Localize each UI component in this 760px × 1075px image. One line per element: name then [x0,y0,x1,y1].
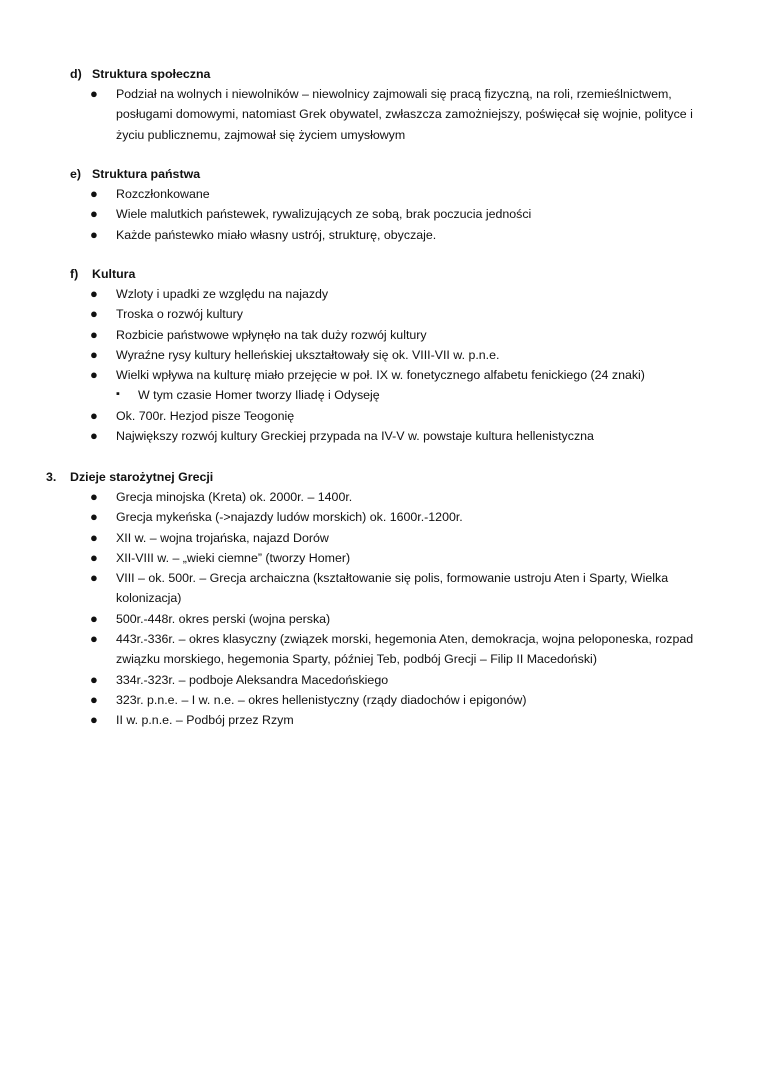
section-struktura-panstwa [0,164,760,245]
bullet-icon: ● [90,489,98,504]
sub-list-item-text: W tym czasie Homer tworzy Iliadę i Odyseję [138,388,380,403]
list-item-text: II w. p.n.e. – Podbój przez Rzym [116,713,294,728]
list-item-text: Ok. 700r. Hezjod pisze Teogonię [116,408,295,423]
bullet-icon: ● [90,306,98,322]
section-title: Dzieje starożytnej Grecji [70,470,214,484]
list-item-text: 443r.-336r. – okres klasyczny (związek morski, hegemonia Aten, demokracja, wojna peloponeska, rozpad związku morskiego, hegemonia Sparty, później Teb, podbój Grecji – Filip II Macedoński) [116,632,694,667]
section-marker: f) [70,267,79,281]
section-title: Struktura państwa [92,167,201,181]
list-item [0,184,760,204]
section-dzieje-starozytnej-grecji [0,467,760,731]
list-item [0,406,760,426]
list-item [0,710,760,730]
list-item [0,690,760,710]
bullet-icon: ● [90,186,98,201]
list-item-text: XII-VIII w. – „wieki ciemne” (tworzy Homer) [116,550,351,565]
bullet-icon: ● [90,712,98,728]
list-item [0,304,760,324]
bullet-icon: ● [90,570,98,586]
section-title: Struktura społeczna [92,67,211,81]
list-item [0,548,760,568]
sub-bullet-list [0,385,760,405]
sub-list-item [0,385,760,405]
list-item [0,487,760,507]
list-item-text: Rozczłonkowane [116,187,210,201]
list-item-text: Wielki wpływa na kulturę miało przejęcie w poł. IX w. fonetycznego alfabetu fenickiego (24 znaki) [116,368,645,383]
section-heading [0,264,760,284]
bullet-icon: ● [90,631,98,647]
list-item [0,426,760,446]
list-item-text: Największy rozwój kultury Greckiej przypada na IV-V w. powstaje kultura hellenistyczna [116,429,594,444]
section-marker: e) [70,167,82,181]
list-item [0,609,760,629]
list-item-text: Wzloty i upadki ze względu na najazdy [116,287,329,301]
bullet-icon: ● [90,367,98,383]
list-item [0,284,760,304]
list-item-text: 334r.-323r. – podboje Aleksandra Macedońskiego [116,672,389,687]
bullet-list [0,84,760,145]
bullet-icon: ● [90,346,98,362]
bullet-icon: ● [90,509,98,525]
bullet-list-continued [0,406,760,447]
list-item [0,568,760,609]
list-item-text: 323r. p.n.e. – I w. n.e. – okres hellenistyczny (rządy diadochów i epigonów) [116,692,527,707]
list-item-text: Wyraźne rysy kultury helleńskiej ukształtowały się ok. VIII-VII w. p.n.e. [116,347,500,362]
bullet-icon: ● [90,286,98,301]
bullet-icon: ● [90,86,98,101]
list-item-text: 500r.-448r. okres perski (wojna perska) [116,611,331,626]
bullet-list [0,184,760,245]
list-item [0,365,760,385]
list-item-text: Podział na wolnych i niewolników – niewolnicy zajmowali się pracą fizyczną, na roli, rzemieślnictwem, posługami domowymi, natomiast Grek obywatel, zwłaszcza zamożniejszy, poświęcał się wojnie, polityce i życiu publicznemu, zajmował się życiem umysłowym [116,87,693,142]
list-item [0,528,760,548]
bullet-icon: ● [90,428,98,444]
section-heading [0,164,760,184]
list-item-text: Grecja minojska (Kreta) ok. 2000r. – 1400r. [116,490,353,504]
section-heading [0,467,760,487]
bullet-icon: ● [90,610,98,626]
bullet-icon: ● [90,529,98,545]
list-item [0,225,760,245]
bullet-icon: ● [90,691,98,707]
bullet-icon: ● [90,326,98,342]
square-bullet-icon: ▪ [116,388,120,401]
section-marker: 3. [46,470,57,484]
list-item [0,629,760,670]
list-item [0,507,760,527]
section-kultura [0,264,760,446]
list-item-text: VIII – ok. 500r. – Grecja archaiczna (kształtowanie się polis, formowanie ustroju Aten i Sparty, Wielka kolonizacja) [116,571,669,606]
bullet-icon: ● [90,549,98,565]
list-item [0,84,760,145]
list-item-text: Wiele malutkich państewek, rywalizujących ze sobą, brak poczucia jedności [116,207,532,222]
list-item-text: Grecja mykeńska (->najazdy ludów morskich) ok. 1600r.-1200r. [116,510,463,525]
list-item-text: Rozbicie państwowe wpłynęło na tak duży rozwój kultury [116,327,427,342]
list-item-text: Każde państewko miało własny ustrój, strukturę, obyczaje. [116,227,437,242]
list-item [0,345,760,365]
list-item [0,204,760,224]
list-item [0,325,760,345]
section-struktura-spoleczna [0,64,760,145]
bullet-icon: ● [90,206,98,222]
section-title: Kultura [92,267,136,281]
bullet-list [0,284,760,385]
bullet-icon: ● [90,226,98,242]
bullet-icon: ● [90,407,98,423]
list-item [0,670,760,690]
bullet-icon: ● [90,671,98,687]
bullet-list [0,487,760,731]
list-item-text: Troska o rozwój kultury [116,307,243,322]
section-heading [0,64,760,84]
list-item-text: XII w. – wojna trojańska, najazd Dorów [116,530,329,545]
section-marker: d) [70,67,82,81]
